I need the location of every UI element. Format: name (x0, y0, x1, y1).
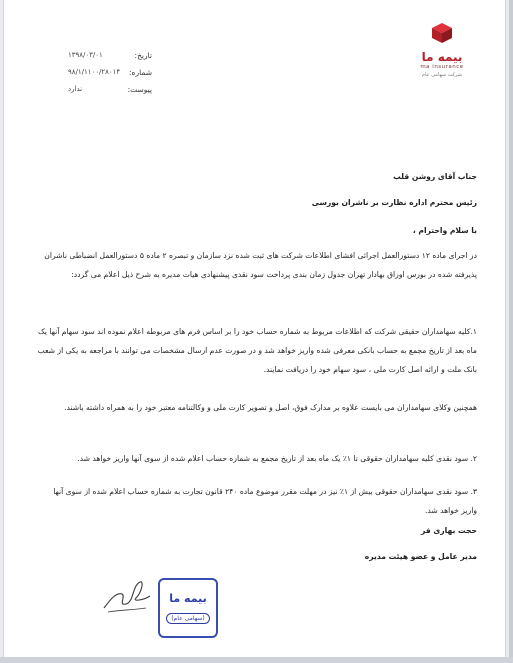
number-row (68, 64, 152, 81)
proxy-paragraph: همچنین وکلای سهامداران می بایست علاوه بر مدارک فوق، اصل و تصویر کارت ملی و وکالتنامه معتبر خود را به همراه داشته باشند. (64, 403, 477, 412)
attachment-label: پیوست: (127, 85, 152, 94)
item-2-paragraph: ۲. سود نقدی کلیه سهامداران حقوقی تا ۱٪ یک ماه بعد از تاریخ مجمع به شماره حساب اعلام شده از سوی آنها واریز خواهد شد. (77, 454, 477, 463)
item-1-paragraph: ۱.کلیه سهامداران حقیقی شرکت که اطلاعات مربوط به شماره حساب خود را بر اساس فرم های مربوطه اعلام نموده اند سود سهام آنها یک ماه بعد از تاریخ مجمع به حساب بانکی معرفی شده واریز خواهد شد و در صورت عدم ارسال مشخصات می توانند با مراجعه به یکی از شعب بانک ملت و ارائه اصل کارت ملی ، سود سهام خود را دریافت نمایند. (37, 327, 477, 374)
recipient-title: رئیس محترم اداره نظارت بر ناشران بورسی (311, 198, 477, 207)
attachment-value: ندارد (68, 85, 83, 93)
handwritten-signature (96, 570, 156, 618)
letter-sheet (4, 0, 505, 657)
brand-name: بیمه ما (421, 50, 463, 64)
number-value: ۹۸/۱/۱۱۰۰/۲۸۰۱۴ (68, 68, 121, 76)
attachment-row (68, 81, 152, 98)
signatory-position: مدیر عامل و عضو هیئت مدیره (364, 552, 477, 561)
stamp-brand: بیمه ما (169, 592, 207, 605)
date-value: ۱۳۹۸/۰۳/۰۱ (68, 51, 103, 59)
date-label: تاریخ: (134, 51, 152, 60)
brand-latin: ma insurance (420, 64, 464, 70)
brand-subtitle: شرکت سهامی عام (422, 72, 462, 78)
recipient-name: جناب آقای روشن قلب (393, 172, 477, 181)
viewer-scrollbar[interactable] (509, 0, 513, 663)
number-label: شماره: (129, 68, 152, 77)
date-row (68, 47, 152, 64)
company-stamp (158, 578, 218, 638)
greeting: با سلام واحترام ، (412, 226, 477, 235)
red-cube-icon (431, 22, 453, 44)
item-3-paragraph: ۳. سود نقدی سهامداران حقوقی بیش از ۱٪ نیز در مهلت مقرر موضوع ماده ۲۴۰ قانون تجارت به شماره حساب اعلام شده از سوی آنها واریز خواهد شد. (53, 487, 477, 515)
company-logo (407, 22, 477, 78)
stamp-subtitle: (سهامی عام) (166, 613, 210, 624)
viewer-bottom-edge (0, 657, 513, 663)
intro-paragraph: در اجرای ماده ۱۲ دستورالعمل اجرائی افشای اطلاعات شرکت های ثبت شده نزد سازمان و تبصره ۲ ماده ۵ دستورالعمل انضباطی ناشران پذیرفته شده در بورس اوراق بهادار تهران جدول زمان بندی پرداخت سود نقدی پیشنهادی هیات مدیره به شرح ذیل اعلام می گردد: (44, 251, 477, 279)
letter-meta (68, 47, 152, 98)
signatory-name: حجت بهاری فر (420, 526, 477, 535)
